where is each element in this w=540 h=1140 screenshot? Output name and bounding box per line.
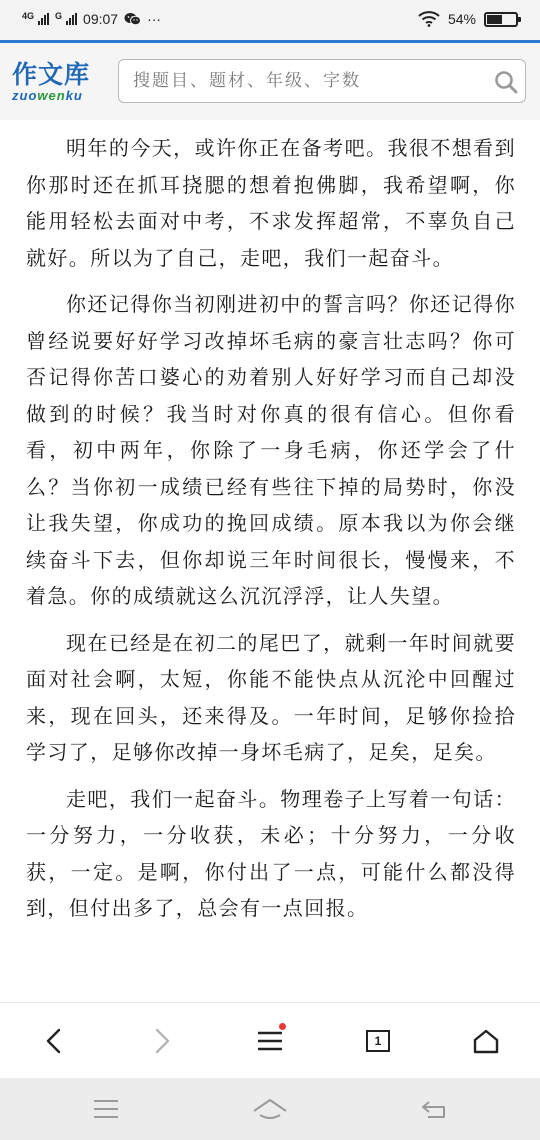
network-type-1: 4G xyxy=(22,11,35,21)
battery-percent: 54% xyxy=(447,11,476,27)
article-body xyxy=(0,120,540,927)
status-bar xyxy=(0,0,540,40)
recents-button[interactable] xyxy=(86,1092,126,1126)
signal-icon-2 xyxy=(66,13,77,25)
menu-icon xyxy=(256,1029,284,1053)
battery-fill xyxy=(487,15,502,24)
tabs-button[interactable] xyxy=(358,1021,398,1061)
logo-en-part2: wen xyxy=(37,88,66,103)
article-paragraph-4: 走吧，我们一起奋斗。物理卷子上写着一句话：一分努力，一分收获，未必；十分努力，一分收获，一定。是啊，你付出了一点，可能什么都没得到，但付出多了，总会有一点回报。 xyxy=(26,786,516,920)
site-header xyxy=(0,40,540,120)
status-time: 09:07 xyxy=(83,11,119,27)
search-box[interactable] xyxy=(118,59,526,103)
tabs-icon xyxy=(366,1030,390,1052)
article-content[interactable] xyxy=(0,120,540,1002)
system-back-button[interactable] xyxy=(414,1092,454,1126)
status-left xyxy=(22,11,161,27)
article-paragraph-3: 现在已经是在初二的尾巴了，就剩一年时间就要面对社会啊，太短，你能不能快点从沉沦中回醒过来，现在回头，还来得及。一年时间，足够你捡拾学习了，足够你改掉一身坏毛病了，足矣，足矣。 xyxy=(26,630,516,764)
forward-button[interactable] xyxy=(142,1021,182,1061)
back-button[interactable] xyxy=(34,1021,74,1061)
battery-icon xyxy=(484,12,518,27)
system-back-icon xyxy=(420,1098,448,1120)
search-input[interactable] xyxy=(119,60,479,102)
system-home-button[interactable] xyxy=(250,1092,290,1126)
logo-en-part3: ku xyxy=(65,88,83,103)
recents-icon xyxy=(92,1098,120,1120)
logo-text-en xyxy=(12,89,112,103)
browser-toolbar xyxy=(0,1002,540,1078)
system-home-icon xyxy=(252,1097,288,1121)
home-icon xyxy=(472,1028,500,1054)
site-logo[interactable] xyxy=(12,61,112,105)
wechat-icon xyxy=(124,12,141,26)
menu-button[interactable] xyxy=(250,1021,290,1061)
logo-text-cn: 作文库 xyxy=(12,60,91,89)
article-paragraph-1: 明年的今天，或许你正在备考吧。我很不想看到你那时还在抓耳挠腮的想着抱佛脚，我希望啊，你能用轻松去面对中考，不求发挥超常，不辜负自己就好。所以为了自己，走吧，我们一起奋斗。 xyxy=(26,136,516,270)
signal-icon xyxy=(38,13,49,25)
back-icon xyxy=(44,1027,64,1055)
article-paragraph-2: 你还记得你当初刚进初中的誓言吗？你还记得你曾经说要好好学习改掉坏毛病的豪言壮志吗？你可否记得你苦口婆心的劝着别人好好学习而自己却没做到的时候？我当时对你真的很有信心。但你看看，初中两年，你除了一身毛病，你还学会了什么？当你初一成绩已经有些往下掉的局势时，你没让我失望，你成功的挽回成绩。原本我以为你会继续奋斗下去，但你却说三年时间很长，慢慢来，不着急。你的成绩就这么沉沉浮浮，让人失望。 xyxy=(26,292,516,608)
network-type-2: G xyxy=(55,11,63,21)
tab-count: 1 xyxy=(374,1034,382,1048)
search-icon[interactable] xyxy=(493,69,519,95)
logo-en-part1: zuo xyxy=(12,88,38,103)
home-button[interactable] xyxy=(466,1021,506,1061)
notification-dot xyxy=(279,1023,286,1030)
status-more: ··· xyxy=(147,11,162,27)
status-right xyxy=(418,11,518,27)
system-nav-bar xyxy=(0,1078,540,1140)
wifi-icon xyxy=(418,11,440,27)
forward-icon xyxy=(152,1027,172,1055)
